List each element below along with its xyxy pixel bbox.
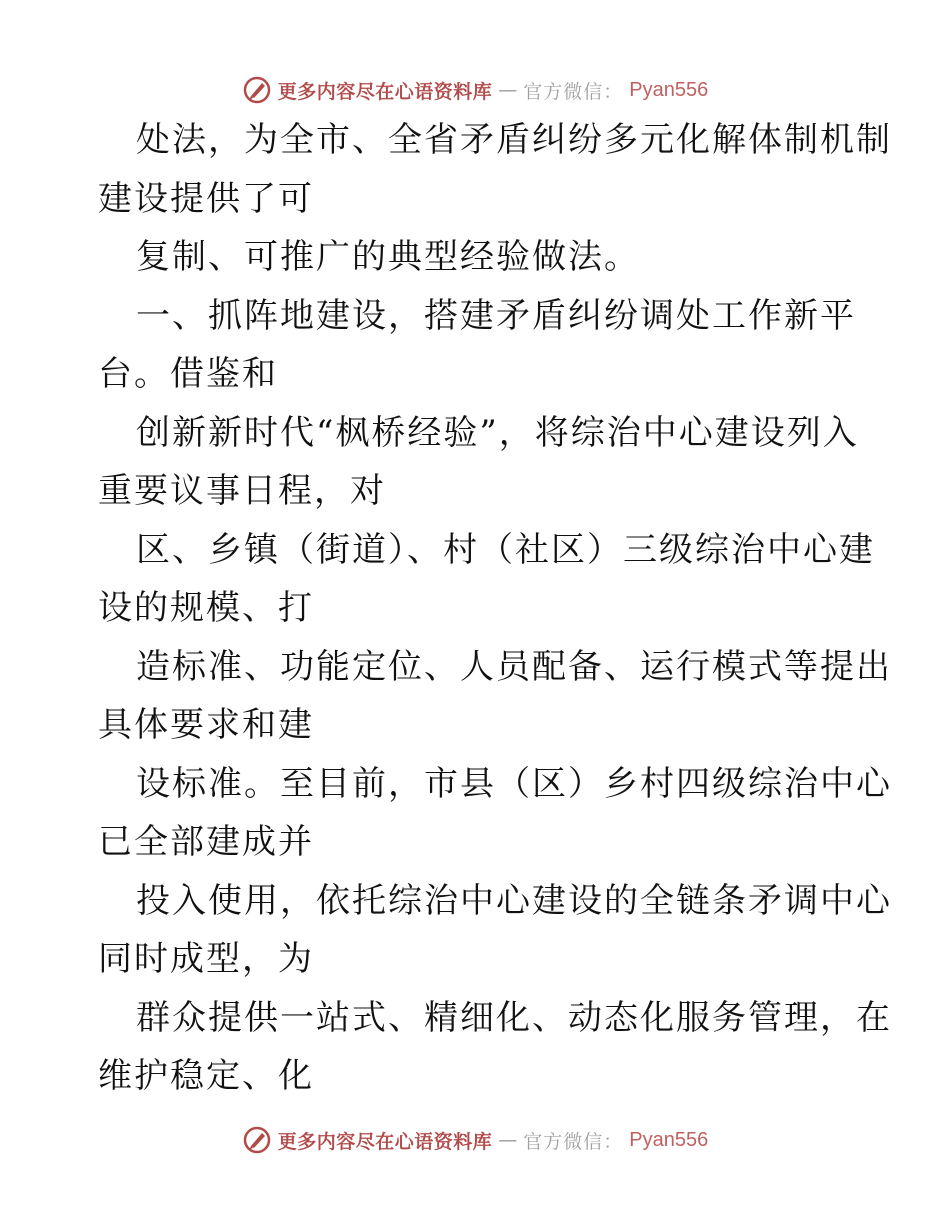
paragraph-line: 同时成型，为 — [98, 939, 314, 979]
paragraph-line: 设标准。至目前，市县（区）乡村四级综治中心 — [136, 763, 892, 804]
paragraph-line: 具体要求和建 — [98, 705, 314, 745]
watermark-wechat-id: Pyan556 — [629, 78, 709, 101]
paragraph-line: 一、抓阵地建设，搭建矛盾纠纷调处工作新平 — [136, 295, 856, 336]
paragraph-line: 设的规模、打 — [98, 588, 314, 628]
footer-watermark — [0, 1120, 950, 1160]
watermark-separator: — — [498, 79, 518, 101]
watermark-wechat-id: Pyan556 — [629, 1128, 709, 1151]
watermark-official-label: 官方微信： — [523, 1130, 624, 1153]
paragraph-line: 创新新时代“枫桥经验”，将综治中心建设列入 — [136, 412, 859, 453]
watermark-official-label: 官方微信： — [523, 80, 624, 103]
paragraph-line: 造标准、功能定位、人员配备、运行模式等提出 — [136, 646, 892, 687]
paragraph-line: 投入使用，依托综治中心建设的全链条矛调中心 — [136, 880, 892, 921]
watermark-brand: 更多内容尽在心语资料库 — [277, 1130, 493, 1153]
paragraph-line: 重要议事日程，对 — [98, 471, 386, 511]
paragraph-line: 维护稳定、化 — [98, 1056, 314, 1096]
paragraph-line: 群众提供一站式、精细化、动态化服务管理，在 — [136, 997, 892, 1038]
paragraph-line: 已全部建成并 — [98, 822, 314, 862]
paragraph-line: 台。借鉴和 — [98, 354, 278, 394]
pen-seal-logo-icon — [242, 75, 272, 105]
watermark-separator: — — [498, 1129, 518, 1151]
paragraph-line: 处法，为全市、全省矛盾纠纷多元化解体制机制 — [136, 120, 892, 160]
paragraph-line: 复制、可推广的典型经验做法。 — [136, 237, 640, 277]
watermark-brand: 更多内容尽在心语资料库 — [277, 80, 493, 103]
paragraph-line: 建设提供了可 — [98, 178, 314, 219]
header-watermark — [0, 70, 950, 110]
paragraph-line: 区、乡镇（街道）、村（社区）三级综治中心建 — [136, 529, 875, 570]
pen-seal-logo-icon — [242, 1125, 272, 1155]
